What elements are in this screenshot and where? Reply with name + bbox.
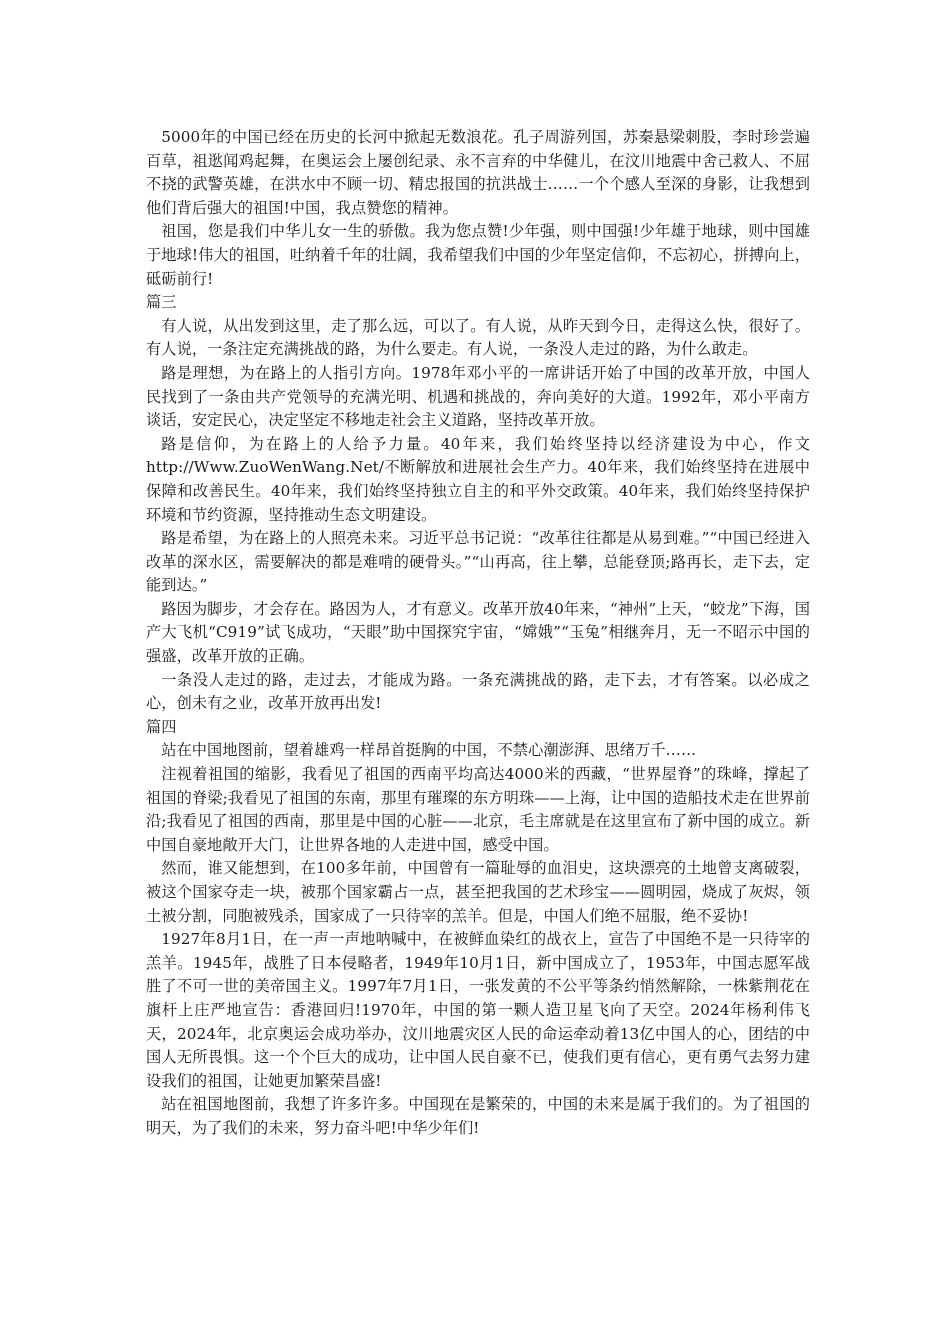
paragraph: 5000年的中国已经在历史的长河中掀起无数浪花。孔子周游列国，苏秦悬梁刺股，李时珍尝遍百草，祖逖闻鸡起舞，在奥运会上屡创纪录、永不言弃的中华健儿，在汶川地震中舍己救人、不屈不挠的武警英雄，在洪水中不顾一切、精忠报国的抗洪战士……一个个感人至深的身影，让我想到他们背后强大的祖国!中国，我点赞您的精神。 <box>146 128 810 217</box>
section-heading: 篇三 <box>146 293 177 312</box>
paragraph: 祖国，您是我们中华儿女一生的骄傲。我为您点赞!少年强，则中国强!少年雄于地球，则中国雄于地球!伟大的祖国，吐纳着千年的壮阔，我希望我们中国的少年坚定信仰，不忘初心，拼搏向上，砥砺前行! <box>146 222 810 288</box>
paragraph: 路是理想，为在路上的人指引方向。1978年邓小平的一席讲话开始了中国的改革开放，中国人民找到了一条由共产党领导的充满光明、机遇和挑战的，奔向美好的大道。1992年，邓小平南方谈话，安定民心，决定坚定不移地走社会主义道路，坚持改革开放。 <box>146 363 810 430</box>
paragraph: 然而，谁又能想到，在100多年前，中国曾有一篇耻辱的血泪史，这块漂亮的土地曾支离破裂，被这个国家夺走一块，被那个国家霸占一点，甚至把我国的艺术珍宝——圆明园，烧成了灰烬，领土被分割，同胞被残杀，国家成了一只待宰的羔羊。但是，中国人们绝不屈服，绝不妥协! <box>146 859 810 925</box>
section-heading: 篇四 <box>146 717 177 736</box>
paragraph: 站在中国地图前，望着雄鸡一样昂首挺胸的中国，不禁心潮澎湃、思绪万千…… <box>161 741 697 760</box>
paragraph: 路是希望，为在路上的人照亮未来。习近平总书记说：“改革往往都是从易到难。”“中国已经进入改革的深水区，需要解决的都是难啃的硬骨头。”“山再高，往上攀，总能登顶;路再长，走下去，定能到达。” <box>146 529 810 595</box>
paragraph: 有人说，从出发到这里，走了那么远，可以了。有人说，从昨天到今日，走得这么快，很好了。有人说，一条注定充满挑战的路，为什么要走。有人说，一条没人走过的路，为什么敢走。 <box>146 316 810 359</box>
document-body <box>146 126 810 1141</box>
paragraph: 1927年8月1日，在一声一声地呐喊中，在被鲜血染红的战衣上，宣告了中国绝不是一只待宰的羔羊。1945年，战胜了日本侵略者，1949年10月1日，新中国成立了，1953年，中国志愿军战胜了不可一世的美帝国主义。1997年7月1日，一张发黄的不公平等条约悄然解除，一株紫荆花在旗杆上庄严地宣告：香港回归!1970年，中国的第一颗人造卫星飞向了天空。2024年杨利伟飞天，2024年，北京奥运会成功举办，汶川地震灾区人民的命运牵动着13亿中国人的心，团结的中国人无所畏惧。这一个个巨大的成功，让中国人民自豪不已，使我们更有信心，更有勇气去努力建设我们的祖国，让她更加繁荣昌盛! <box>146 930 810 1090</box>
paragraph: 一条没人走过的路，走过去，才能成为路。一条充满挑战的路，走下去，才有答案。以必成之心，创未有之业，改革开放再出发! <box>146 670 810 713</box>
paragraph: 站在祖国地图前，我想了许多许多。中国现在是繁荣的，中国的未来是属于我们的。为了祖国的明天，为了我们的未来，努力奋斗吧!中华少年们! <box>146 1095 810 1137</box>
paragraph: 路因为脚步，才会存在。路因为人，才有意义。改革开放40年来，“神州”上天，“蛟龙”下海，国产大飞机“C919”试飞成功，“天眼”助中国探究宇宙，“嫦娥”“玉兔”相继奔月，无一不昭示中国的强盛，改革开放的正确。 <box>146 599 810 666</box>
paragraph: 注视着祖国的缩影，我看见了祖国的西南平均高达4000米的西藏，“世界屋脊”的珠峰，撑起了祖国的脊梁;我看见了祖国的东南，那里有璀璨的东方明珠——上海，让中国的造船技术走在世界前沿;我看见了祖国的西南，那里是中国的心脏——北京，毛主席就是在这里宣布了新中国的成立。新中国自豪地敞开大门，让世界各地的人走进中国，感受中国。 <box>146 765 810 854</box>
paragraph: 路是信仰，为在路上的人给予力量。40年来，我们始终坚持以经济建设为中心，作文http://Www.ZuoWenWang.Net/不断解放和进展社会生产力。40年来，我们始终坚持在进展中保障和改善民生。40年来，我们始终坚持独立自主的和平外交政策。40年来，我们始终坚持保护环境和节约资源，坚持推动生态文明建设。 <box>146 434 810 524</box>
